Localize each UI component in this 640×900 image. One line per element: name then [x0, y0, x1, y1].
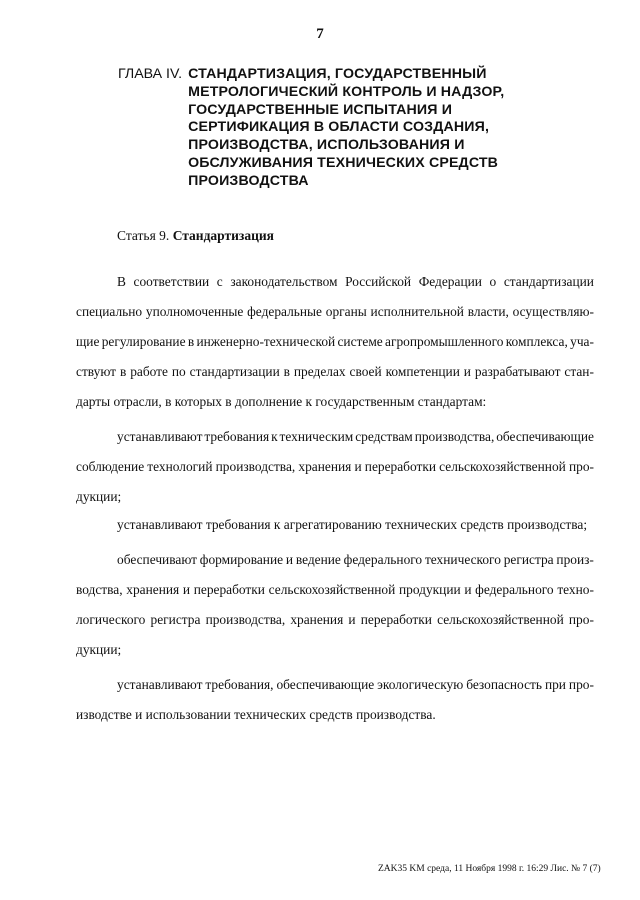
chapter-title-line: ПРОИЗВОДСТВА, ИСПОЛЬЗОВАНИЯ И: [188, 137, 465, 154]
text-line: дукции;: [76, 642, 122, 657]
chapter-title-line: ОБСЛУЖИВАНИЯ ТЕХНИЧЕСКИХ СРЕДСТВ: [188, 154, 499, 171]
text-line: ствуют в работе по стандартизации в пределах своей компетенции и разрабатывают стан-: [76, 364, 594, 379]
text-line: дукции;: [76, 489, 122, 504]
text-line: дарты отрасли, в которых в дополнение к государственным стандартам:: [76, 394, 487, 409]
chapter-title-line: МЕТРОЛОГИЧЕСКИЙ КОНТРОЛЬ И НАДЗОР,: [188, 83, 505, 100]
page-number: 7: [316, 26, 324, 42]
text-line: устанавливают требования к агрегатированию технических средств производства;: [117, 517, 588, 532]
article-label: Статья 9.: [117, 228, 170, 243]
text-line: соблюдение технологий производства, хранения и переработки сельскохозяйственной про-: [76, 459, 594, 474]
page-footer: ZAK35 KM среда, 11 Ноября 1998 г. 16:29 Лис. № 7 (7): [378, 864, 601, 874]
text-line: устанавливают требования к техническим средствам производства, обеспечивающие: [117, 429, 594, 444]
article-title: Стандартизация: [172, 228, 274, 243]
text-line: специально уполномоченные федеральные органы исполнительной власти, осуществляю-: [76, 304, 594, 319]
text-line: щие регулирование в инженерно-технической системе агропромышленного комплекса, уча-: [76, 334, 594, 349]
text-line: водства, хранения и переработки сельскохозяйственной продукции и федерального техно-: [76, 582, 594, 597]
text-line: обеспечивают формирование и ведение федерального технического регистра произ-: [117, 552, 594, 567]
chapter-title: [188, 66, 504, 191]
chapter-title-line: ГОСУДАРСТВЕННЫЕ ИСПЫТАНИЯ И: [188, 101, 453, 118]
article-heading: [117, 228, 274, 244]
chapter-title-line: СЕРТИФИКАЦИЯ В ОБЛАСТИ СОЗДАНИЯ,: [188, 119, 490, 136]
chapter-title-line: ПРОИЗВОДСТВА: [188, 172, 309, 189]
text-line: В соответствии с законодательством Российской Федерации о стандартизации: [117, 274, 594, 289]
chapter-label: ГЛАВА IV.: [118, 66, 183, 82]
chapter-heading: [118, 66, 538, 191]
text-line: устанавливают требования, обеспечивающие экологическую безопасность при про-: [117, 677, 594, 692]
chapter-title-line: СТАНДАРТИЗАЦИЯ, ГОСУДАРСТВЕННЫЙ: [188, 66, 487, 82]
text-line: изводстве и использовании технических средств производства.: [76, 707, 436, 722]
text-line: логического регистра производства, хранения и переработки сельскохозяйственной про-: [76, 612, 594, 627]
